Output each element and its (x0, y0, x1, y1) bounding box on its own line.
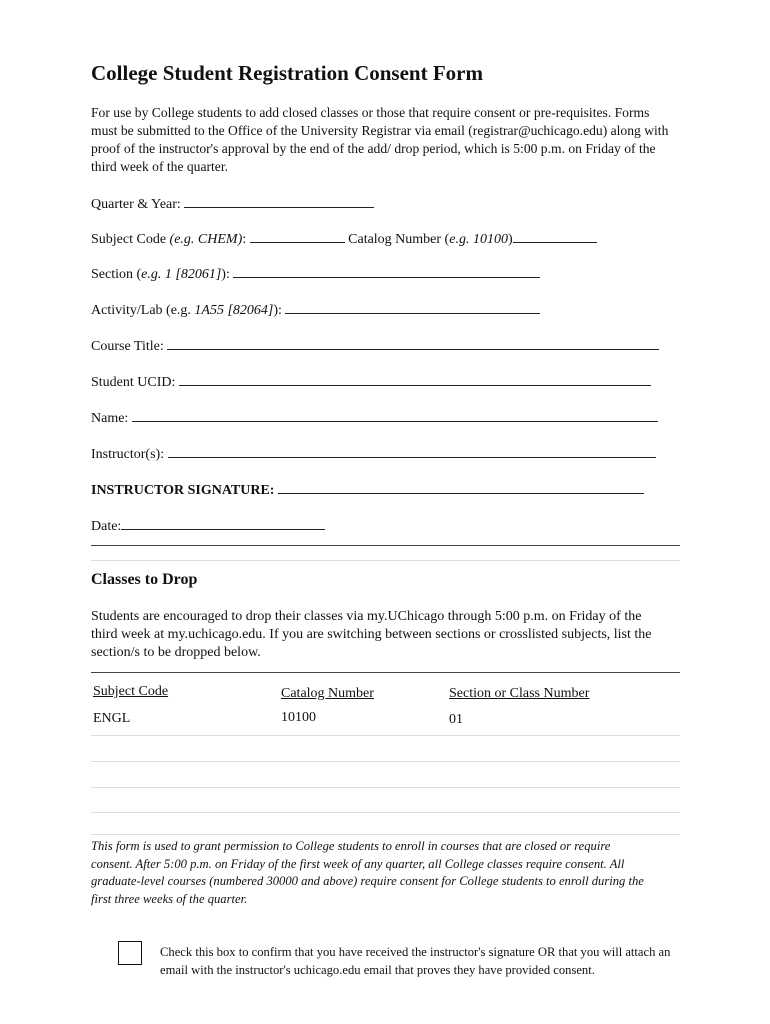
form-intro: For use by College students to add closed classes or those that require consent or pre-requisites. Forms must be submitted to the Office of the University Registrar via email (registrar@uchicago.edu) along with proof of the instructor's approval by the end of the add/ drop period, which is 5:00 p.m. on Friday of the third week of the quarter. (91, 105, 669, 174)
catalog-number-field[interactable] (513, 230, 597, 243)
course-title-row (91, 337, 659, 355)
drop-row-catalog[interactable]: 10100 (281, 710, 316, 725)
activity-example: 1A55 [82064] (194, 303, 274, 318)
quarter-year-row (91, 195, 374, 213)
drop-table-row-line-1 (91, 735, 680, 736)
drop-table-row-line-4 (91, 812, 680, 813)
name-field[interactable] (132, 409, 658, 422)
section-example: e.g. 1 [82061] (141, 267, 222, 282)
drop-table-row-line-2 (91, 761, 680, 762)
form-title: College Student Registration Consent Form (91, 61, 483, 85)
confirm-checkbox-label: Check this box to confirm that you have received the instructor's signature OR that you will attach an email with the instructor's uchicago.edu email that proves they have provided consent. (160, 945, 671, 977)
course-title-field[interactable] (167, 337, 659, 350)
permission-note: This form is used to grant permission to College students to enroll in courses that are closed or require consent. After 5:00 p.m. on Friday of the first week of any quarter, all College classes require consent. All graduate-level courses (numbered 30000 and above) require consent for College students to enroll during the first three weeks of the quarter. (91, 839, 644, 906)
name-label: Name: (91, 411, 129, 426)
activity-field[interactable] (285, 301, 540, 314)
subject-catalog-row (91, 230, 597, 248)
date-label: Date: (91, 519, 122, 534)
section-label: Section ( (91, 267, 142, 282)
subject-code-colon: : (242, 232, 247, 247)
section-field[interactable] (233, 265, 540, 278)
section-divider-light (91, 560, 680, 561)
activity-row (91, 301, 540, 319)
drop-table-top-rule (91, 672, 680, 673)
drop-paragraph: Students are encouraged to drop their classes via my.UChicago through 5:00 p.m. on Friday of the third week at my.uchicago.edu. If you are switching between sections or crosslisted subjects, list the section/s to be dropped below. (91, 609, 652, 660)
section-close: ): (221, 267, 230, 282)
section-divider (91, 545, 680, 546)
student-ucid-field[interactable] (179, 373, 651, 386)
drop-row-subject[interactable]: ENGL (93, 711, 131, 726)
name-row (91, 409, 658, 427)
confirm-checkbox[interactable] (118, 941, 142, 965)
subject-code-example: (e.g. CHEM) (169, 232, 243, 247)
col-section-number: Section or Class Number (449, 686, 590, 701)
instructor-signature-field[interactable] (278, 481, 644, 494)
student-ucid-label: Student UCID: (91, 375, 176, 390)
quarter-year-label: Quarter & Year: (91, 197, 181, 212)
drop-table-row-line-3 (91, 787, 680, 788)
student-ucid-row (91, 373, 651, 391)
instructors-field[interactable] (168, 445, 656, 458)
section-row (91, 265, 540, 283)
activity-close: ): (273, 303, 282, 318)
col-subject-code: Subject Code (93, 684, 169, 699)
signature-row (91, 481, 644, 499)
subject-code-label: Subject Code (91, 232, 167, 247)
instructors-row (91, 445, 656, 463)
col-catalog-number: Catalog Number (281, 686, 374, 701)
date-row (91, 517, 325, 535)
subject-code-field[interactable] (250, 230, 345, 243)
catalog-number-example: e.g. 10100 (449, 232, 508, 247)
activity-label: Activity/Lab (e.g. (91, 303, 195, 318)
course-title-label: Course Title: (91, 339, 164, 354)
drop-heading: Classes to Drop (91, 571, 198, 588)
drop-table-bottom-rule (91, 834, 680, 835)
date-field[interactable] (121, 517, 325, 530)
instructors-label: Instructor(s): (91, 447, 165, 462)
catalog-number-label: Catalog Number ( (348, 232, 450, 247)
instructor-signature-label: INSTRUCTOR SIGNATURE: (91, 483, 275, 498)
drop-row-section[interactable]: 01 (449, 712, 463, 727)
catalog-number-close: ) (507, 232, 513, 247)
quarter-year-field[interactable] (184, 195, 374, 208)
